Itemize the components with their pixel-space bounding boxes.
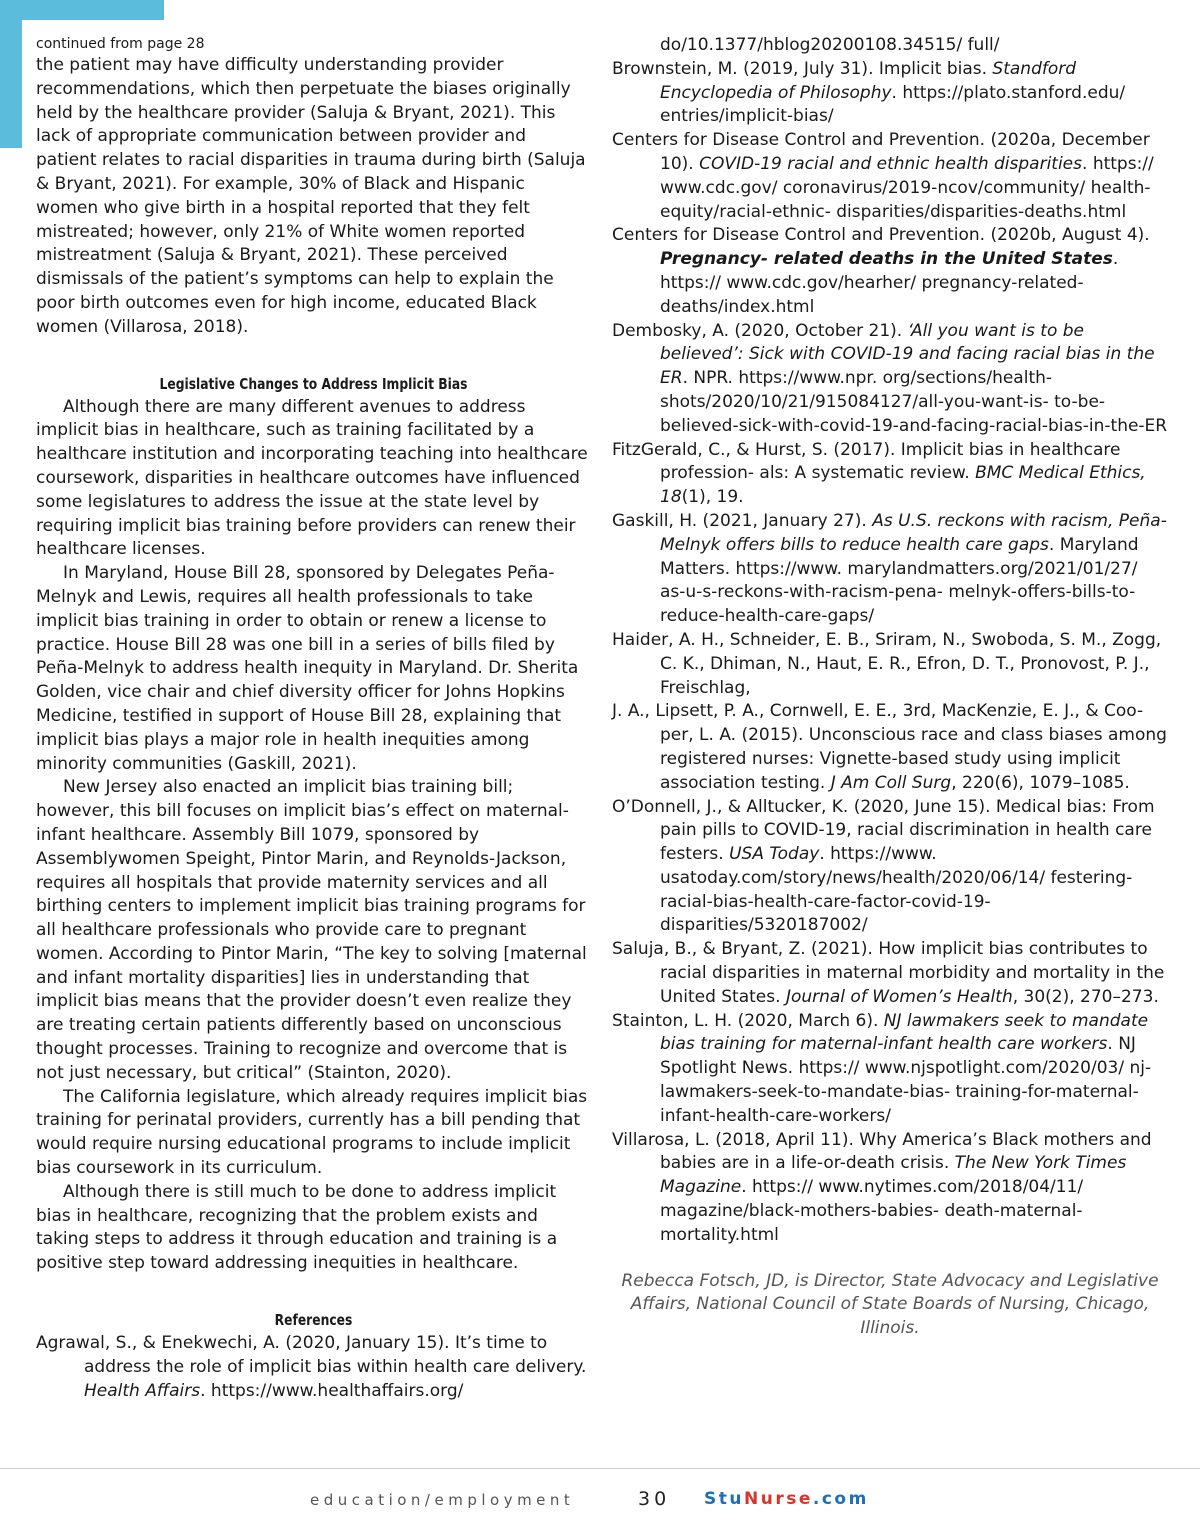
reference-entry [612, 1129, 1168, 1248]
reference-text: Haider, A. H., Schneider, E. B., Sriram, N., Swoboda, S. M., Zogg, C. K., Dhiman, N., Haut, E. R., Efron, D. T., Pronovost, P. J., Freischlag, [612, 629, 1162, 698]
reference-title: ‘All you want is to be believed’: Sick with COVID-19 and facing racial bias in the ER [660, 320, 1155, 389]
reference-text: . https:// www.cdc.gov/ coronavirus/2019-ncov/community/ health-equity/racial-ethnic- disparities/disparities-deaths.html [660, 153, 1154, 222]
reference-text: Brownstein, M. (2019, July 31). Implicit bias. [612, 58, 993, 79]
author-bio: Rebecca Fotsch, JD, is Director, State Advocacy and Legislative Affairs, National Council of State Boards of Nursing, Chicago, Illinois. [621, 1270, 1159, 1339]
page-number: 30 [638, 1488, 671, 1510]
reference-entry [612, 796, 1168, 939]
right-column [612, 34, 1168, 1341]
reference-text: O’Donnell, J., & Alltucker, K. (2020, June 15). Medical bias: From pain pills to COVID-19, racial discrimination in health care festers. [612, 796, 1155, 865]
footer-divider [0, 1468, 1200, 1469]
reference-text: . https://plato.stanford.edu/ entries/implicit-bias/ [660, 82, 1126, 127]
paragraph-california: The California legislature, which already requires implicit bias training for perinatal providers, currently has a bill pending that would require nursing educational programs to include implicit bias coursework in its curriculum. [36, 1086, 588, 1179]
section-heading-legislative: Legislative Changes to Address Implicit Bias [159, 374, 468, 393]
paragraph-new-jersey: New Jersey also enacted an implicit bias training bill; however, this bill focuses on implicit bias’s effect on maternal-infant healthcare. Assembly Bill 1079, sponsored by Assemblywomen Speight, Pintor Marin, and Reynolds-Jackson, requires all hospitals that provide maternity services and all birthing centers to implement implicit bias training programs for all healthcare professionals who provide care to pregnant women. According to Pintor Marin, “The key to solving [maternal and infant mortality disparities] lies in understanding that implicit bias means that the provider doesn’t even realize they are treating certain patients differently based on unconscious thought processes. Training to recognize and overcome that is not just necessary, but critical” (Stainton, 2020). [36, 777, 587, 1083]
reference-agrawal [36, 1332, 591, 1403]
reference-text: Dembosky, A. (2020, October 21). [612, 320, 908, 341]
page-footer [0, 1488, 1200, 1512]
reference-text: Agrawal, S., & Enekwechi, A. (2020, January 15). It’s time to address the role of implicit bias within health care delivery. [36, 1333, 587, 1377]
brand-stu: Stu [704, 1489, 744, 1509]
reference-entry [612, 224, 1168, 319]
paragraph-avenues: Although there are many different avenues to address implicit bias in healthcare, such as training facilitated by a healthcare institution and incorporating teaching into healthcare coursework, disparities in healthcare outcomes have influenced some legislatures to address the issue at the state level by requiring implicit bias training before providers can renew their healthcare licenses. [36, 396, 588, 560]
reference-text: . https://www. usatoday.com/story/news/health/2020/06/14/ festering-racial-bias-health-care-factor-covid-19-disparities/5320187002/ [660, 844, 1133, 936]
reference-entry [612, 439, 1168, 510]
footer-category: education/employment [310, 1491, 575, 1509]
left-column [36, 34, 591, 1403]
reference-title: USA Today [729, 844, 820, 865]
brand-com: .com [812, 1489, 869, 1509]
reference-list [612, 58, 1168, 1248]
reference-text: . NPR. https://www.npr. org/sections/health-shots/2020/10/21/915084127/all-you-want-is- to-be-believed-sick-with-covid-19-and-facing-racial-bias-in-the-ER [660, 368, 1168, 436]
paragraph-conclusion: Although there is still much to be done to address implicit bias in healthcare, recognizing that the problem exists and taking steps to address it through education and training is a positive step toward addressing inequities in healthcare. [36, 1181, 558, 1274]
reference-text: Gaskill, H. (2021, January 27). [612, 510, 873, 531]
reference-entry [612, 700, 1168, 795]
reference-text: . https:// www.cdc.gov/hearher/ pregnancy-related-deaths/index.html [660, 249, 1119, 317]
reference-entry [612, 58, 1168, 129]
brand-logo [704, 1489, 869, 1509]
reference-text: , 220(6), 1079–1085. [951, 772, 1130, 793]
reference-text: Centers for Disease Control and Prevention. (2020a, December 10). [612, 130, 1150, 174]
reference-entry [612, 629, 1168, 700]
reference-text: Stainton, L. H. (2020, March 6). [612, 1010, 884, 1031]
reference-entry [612, 129, 1168, 224]
reference-title: NJ lawmakers seek to mandate bias training for maternal-infant health care workers [660, 1010, 1149, 1055]
continued-from-label: continued from page 28 [36, 36, 205, 52]
reference-entry [612, 938, 1168, 1009]
reference-text: (1), 19. [681, 487, 744, 508]
reference-title: As U.S. reckons with racism, Peña-Melnyk offers bills to reduce health care gaps [660, 510, 1167, 555]
intro-paragraph: the patient may have difficulty understanding provider recommendations, which then perpetuate the biases originally held by the healthcare provider (Saluja & Bryant, 2021). This lack of appropriate communication between provider and patient relates to racial disparities in trauma during birth (Saluja & Bryant, 2021). For example, 30% of Black and Hispanic women who give birth in a hospital reported that they felt mistreated; however, only 21% of White women reported mistreatment (Saluja & Bryant, 2021). These perceived dismissals of the patient’s symptoms can help to explain the poor birth outcomes even for high income, educated Black women (Villarosa, 2018). [36, 55, 586, 337]
reference-entry [612, 1010, 1168, 1129]
brand-nurse: Nurse [743, 1489, 813, 1509]
reference-title: The New York Times Magazine [660, 1153, 1127, 1198]
reference-text: . https://www.healthaffairs.org/ [200, 1380, 464, 1401]
reference-title: J Am Coll Surg [830, 772, 952, 793]
section-heading-references: References [274, 1311, 353, 1330]
reference-title: Journal of Women’s Health [785, 986, 1013, 1007]
reference-entry [612, 320, 1168, 439]
reference-text: J. A., Lipsett, P. A., Cornwell, E. E., 3rd, MacKenzie, E. J., & Coo- per, L. A. (2015). Unconscious race and class biases among registered nurses: Vignette-based study using implicit association testing. [612, 701, 1167, 793]
accent-top-bar [0, 0, 164, 20]
reference-text: Centers for Disease Control and Prevention. (2020b, August 4). [612, 225, 1150, 246]
reference-agrawal-continued: do/10.1377/hblog20200108.34515/ full/ [660, 35, 1000, 55]
reference-text: . NJ Spotlight News. https:// www.njspotlight.com/2020/03/ nj-lawmakers-seek-to-mandate-bias- training-for-maternal-infant-health-care-workers/ [660, 1034, 1152, 1126]
reference-text: . Maryland Matters. https://www. marylandmatters.org/2021/01/27/ as-u-s-reckons-with-racism-pena- melnyk-offers-bills-to-reduce-health-care-gaps/ [660, 534, 1139, 627]
reference-text: Saluja, B., & Bryant, Z. (2021). How implicit bias contributes to racial disparities in maternal morbidity and mortality in the United States. [612, 939, 1165, 1007]
reference-title: Health Affairs [84, 1380, 201, 1401]
reference-title: Standford Encyclopedia of Philosophy [660, 58, 1077, 103]
reference-text: . https:// www.nytimes.com/2018/04/11/ magazine/black-mothers-babies- death-maternal-mortality.html [660, 1177, 1084, 1245]
reference-title: COVID-19 racial and ethnic health disparities [699, 153, 1083, 174]
reference-title: BMC Medical Ethics, 18 [660, 463, 1146, 508]
accent-side-bar [0, 0, 22, 148]
reference-entry [612, 510, 1168, 629]
reference-text: FitzGerald, C., & Hurst, S. (2017). Implicit bias in healthcare profession- als: A systematic review. [612, 439, 1121, 484]
paragraph-maryland: In Maryland, House Bill 28, sponsored by Delegates Peña-Melnyk and Lewis, requires all health professionals to take implicit bias training in order to obtain or renew a license to practice. House Bill 28 was one bill in a series of bills filed by Peña-Melnyk to address health inequity in Maryland. Dr. Sherita Golden, vice chair and chief diversity officer for Johns Hopkins Medicine, testified in support of House Bill 28, explaining that implicit bias plays a major role in health inequities among minority communities (Gaskill, 2021). [36, 563, 579, 774]
reference-text: Villarosa, L. (2018, April 11). Why America’s Black mothers and babies are in a life-or-death crisis. [612, 1129, 1152, 1174]
reference-title: Pregnancy- related deaths in the United States [660, 249, 1113, 270]
reference-text: , 30(2), 270–273. [1012, 986, 1159, 1007]
